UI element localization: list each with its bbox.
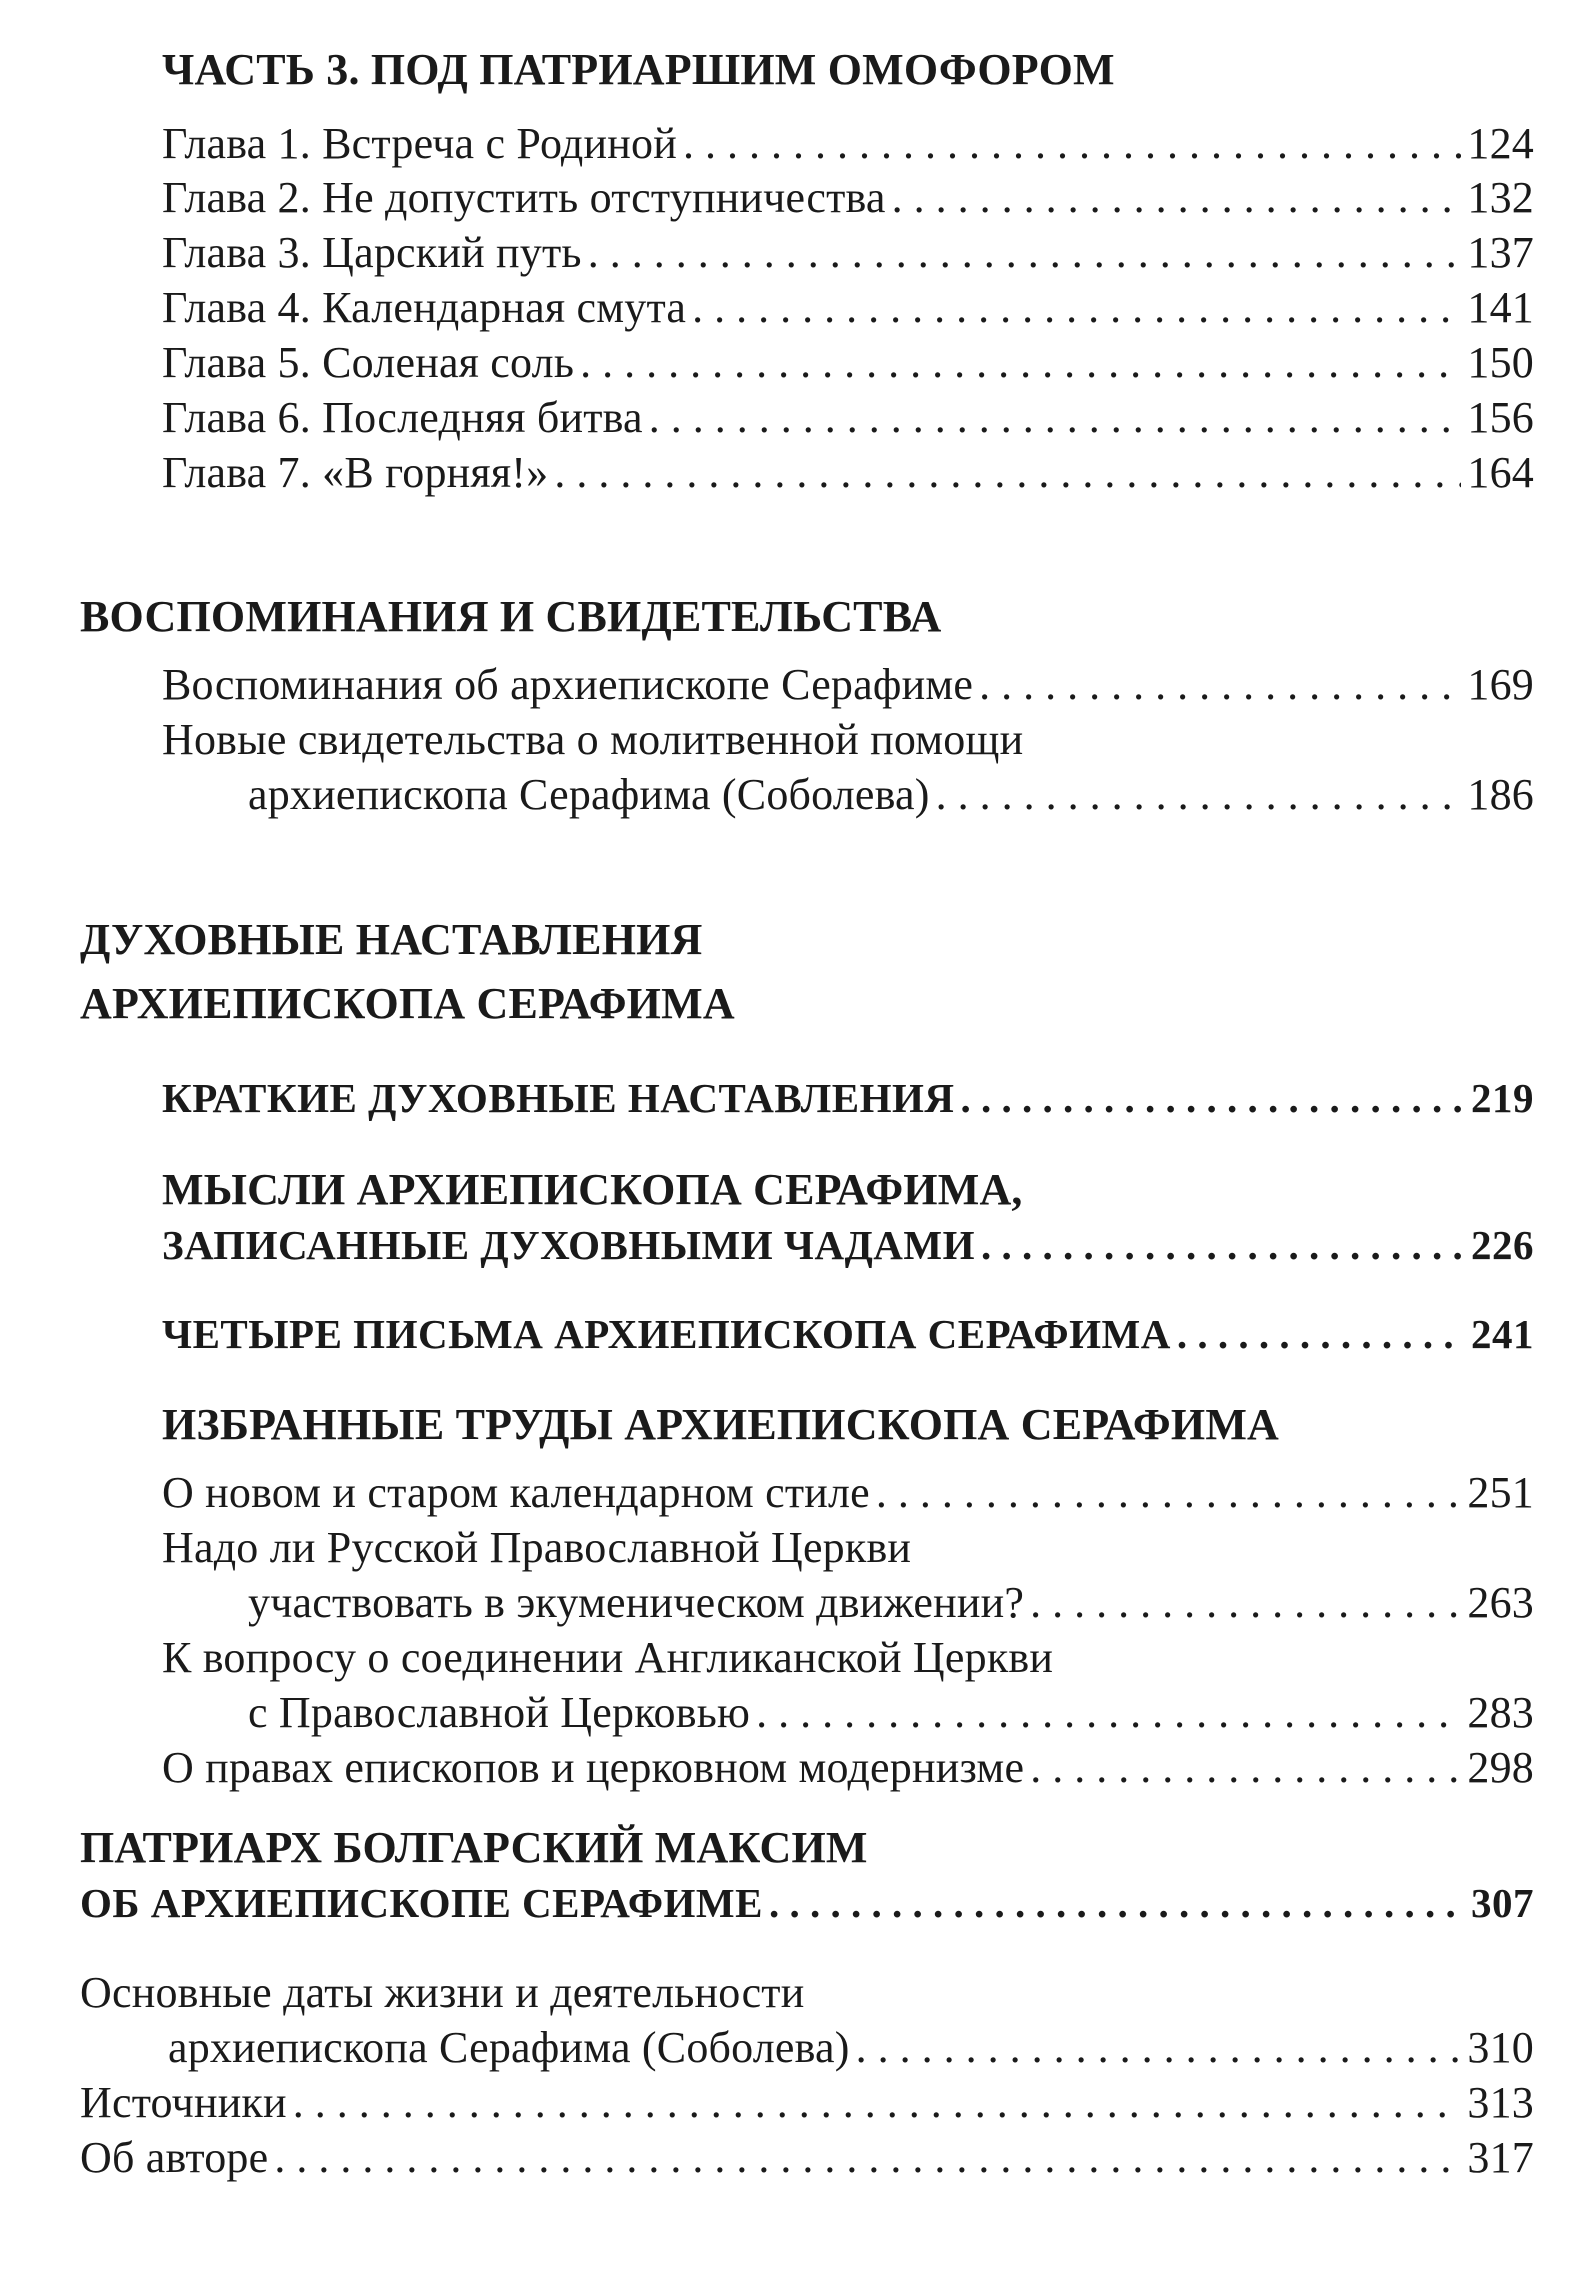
entry-title-line2: архиепископа Серафима (Соболева) (168, 2023, 850, 2072)
entry-title: Глава 1. Встреча с Родиной (162, 119, 677, 168)
entry-page: 150 (1467, 338, 1534, 387)
toc-entry[interactable] (162, 170, 1534, 226)
dot-leader (1177, 1306, 1465, 1362)
dot-leader (274, 2130, 1461, 2186)
entry-page: 219 (1471, 1075, 1534, 1121)
toc-entry[interactable] (162, 1070, 1534, 1126)
entry-page: 307 (1471, 1880, 1534, 1926)
entry-page: 132 (1467, 173, 1534, 222)
entry-title: Глава 4. Календарная смута (162, 283, 687, 332)
entry-page: 313 (1467, 2078, 1534, 2127)
entry-title-line2: архиепископа Серафима (Соболева) (248, 770, 930, 819)
dot-leader (876, 1465, 1461, 1521)
entry-page: 317 (1467, 2133, 1534, 2182)
toc-entry[interactable] (162, 116, 1534, 172)
toc-entry[interactable] (168, 2020, 1534, 2076)
dot-leader (554, 445, 1461, 501)
instructions-heading-line1: ДУХОВНЫЕ НАСТАВЛЕНИЯ (80, 915, 703, 964)
entry-title: Воспоминания об архиепископе Серафиме (162, 660, 974, 709)
dot-leader (1030, 1575, 1461, 1631)
toc-entry[interactable] (162, 1217, 1534, 1273)
entry-title-line2: ОБ АРХИЕПИСКОПЕ СЕРАФИМЕ (80, 1880, 763, 1926)
toc-entry[interactable] (162, 335, 1534, 391)
entry-page: 156 (1467, 393, 1534, 442)
works-heading: ИЗБРАННЫЕ ТРУДЫ АРХИЕПИСКОПА СЕРАФИМА (162, 1400, 1280, 1449)
entry-title-line1[interactable]: Надо ли Русской Православной Церкви (162, 1523, 912, 1572)
memories-heading: ВОСПОМИНАНИЯ И СВИДЕТЕЛЬСТВА (80, 592, 942, 641)
entry-page: 141 (1467, 283, 1534, 332)
entry-title-line2: участвовать в экуменическом движении? (248, 1578, 1025, 1627)
toc-entry[interactable] (162, 657, 1534, 713)
toc-entry[interactable] (162, 225, 1534, 281)
entry-page: 186 (1467, 770, 1534, 819)
dot-leader (683, 116, 1461, 172)
entry-page: 164 (1467, 448, 1534, 497)
dot-leader (960, 1070, 1465, 1126)
entry-title: О новом и старом календарном стиле (162, 1468, 870, 1517)
dot-leader (692, 280, 1461, 336)
dot-leader (769, 1875, 1465, 1931)
toc-entry[interactable] (162, 445, 1534, 501)
entry-title-line1[interactable]: Основные даты жизни и деятельности (80, 1968, 805, 2017)
toc-entry[interactable] (248, 767, 1534, 823)
entry-title-line1[interactable]: Новые свидетельства о молитвенной помощи (162, 715, 1024, 764)
toc-entry[interactable] (162, 1465, 1534, 1521)
dot-leader (649, 390, 1462, 446)
dot-leader (588, 225, 1462, 281)
entry-title-line1[interactable]: ПАТРИАРХ БОЛГАРСКИЙ МАКСИМ (80, 1823, 868, 1872)
toc-entry[interactable] (80, 2130, 1534, 2186)
dot-leader (856, 2020, 1462, 2076)
entry-title: Источники (80, 2078, 287, 2127)
entry-title: Глава 7. «В горняя!» (162, 448, 549, 497)
dot-leader (1030, 1740, 1461, 1796)
toc-entry[interactable] (162, 1306, 1534, 1362)
entry-title-line2: с Православной Церковью (248, 1688, 751, 1737)
toc-entry[interactable] (162, 390, 1534, 446)
dot-leader (580, 335, 1461, 391)
entry-page: 137 (1467, 228, 1534, 277)
entry-page: 283 (1467, 1688, 1534, 1737)
entry-title-line1[interactable]: К вопросу о соединении Англиканской Церкви (162, 1633, 1054, 1682)
entry-title: Глава 3. Царский путь (162, 228, 582, 277)
entry-page: 241 (1471, 1311, 1534, 1357)
entry-page: 226 (1471, 1222, 1534, 1268)
toc-entry[interactable] (80, 2075, 1534, 2131)
entry-page: 124 (1467, 119, 1534, 168)
toc-entry[interactable] (162, 280, 1534, 336)
entry-title: Глава 2. Не допустить отступничества (162, 173, 886, 222)
dot-leader (892, 170, 1462, 226)
part3-heading: ЧАСТЬ 3. ПОД ПАТРИАРШИМ ОМОФОРОМ (162, 45, 1115, 94)
instructions-heading-line2: АРХИЕПИСКОПА СЕРАФИМА (80, 979, 735, 1028)
toc-entry[interactable] (80, 1875, 1534, 1931)
dot-leader (981, 1217, 1465, 1273)
entry-title: Глава 6. Последняя битва (162, 393, 643, 442)
dot-leader (293, 2075, 1462, 2131)
entry-page: 169 (1467, 660, 1534, 709)
entry-title: О правах епископов и церковном модернизме (162, 1743, 1025, 1792)
entry-title: Об авторе (80, 2133, 269, 2182)
entry-title: КРАТКИЕ ДУХОВНЫЕ НАСТАВЛЕНИЯ (162, 1075, 955, 1121)
toc-entry[interactable] (162, 1740, 1534, 1796)
entry-page: 298 (1467, 1743, 1534, 1792)
entry-title-line1[interactable]: МЫСЛИ АРХИЕПИСКОПА СЕРАФИМА, (162, 1165, 1023, 1214)
dot-leader (979, 657, 1461, 713)
entry-page: 310 (1467, 2023, 1534, 2072)
entry-title: Глава 5. Соленая соль (162, 338, 575, 387)
toc-entry[interactable] (248, 1575, 1534, 1631)
dot-leader (756, 1685, 1461, 1741)
entry-page: 251 (1467, 1468, 1534, 1517)
toc-entry[interactable] (248, 1685, 1534, 1741)
dot-leader (936, 767, 1462, 823)
entry-page: 263 (1467, 1578, 1534, 1627)
entry-title-line2: ЗАПИСАННЫЕ ДУХОВНЫМИ ЧАДАМИ (162, 1222, 975, 1268)
entry-title: ЧЕТЫРЕ ПИСЬМА АРХИЕПИСКОПА СЕРАФИМА (162, 1311, 1171, 1357)
